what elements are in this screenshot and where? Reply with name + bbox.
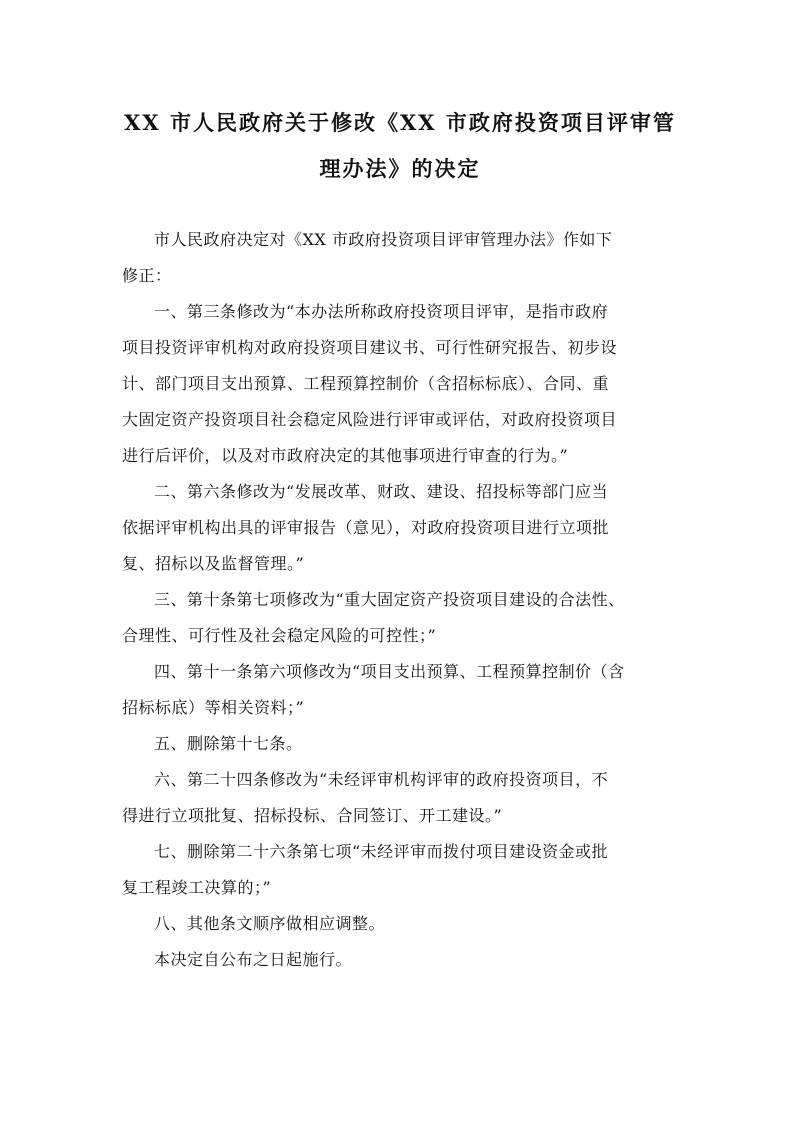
text-line: 一、第三条修改为“本办法所称政府投资项目评审，是指市政府 [154,302,609,321]
text-line: 进行后评价，以及对市政府决定的其他事项进行审查的行为。” [122,446,569,465]
text-line: 依据评审机构出具的评审报告（意见），对政府投资项目进行立项批 [122,518,610,537]
text-line: 市人民政府决定对《XX 市政府投资项目评审管理办法》作如下 [154,230,613,249]
text-line: 修正： [122,266,172,285]
text-line: 三、第十条第七项修改为“重大固定资产投资项目建设的合法性、 [154,590,625,609]
text-line: 合理性、可行性及社会稳定风险的可控性；” [122,626,437,645]
title-line: XX 市人民政府关于修改《XX 市政府投资项目评审管 [124,110,676,135]
paragraph-preamble [122,222,680,294]
paragraph-item-4 [122,654,680,726]
text-line: 五、删除第十七条。 [154,734,303,753]
text-line: 七、删除第二十六条第七项“未经评审而拨付项目建设资金或批 [154,842,609,861]
text-line: 复、招标以及监督管理。” [122,554,305,573]
title-line: 理办法》的决定 [319,156,481,181]
text-line: 项目投资评审机构对政府投资项目建议书、可行性研究报告、初步设 [122,338,618,357]
text-line: 本决定自公布之日起施行。 [154,950,353,969]
paragraph-item-5 [122,726,680,762]
text-line: 得进行立项批复、招标投标、合同签订、开工建设。” [122,806,503,825]
text-line: 招标标底）等相关资料；” [122,698,305,717]
paragraph-item-1 [122,294,680,474]
paragraph-item-6 [122,762,680,834]
text-line: 八、其他条文顺序做相应调整。 [154,914,386,933]
text-line: 二、第六条修改为“发展改革、财政、建设、招投标等部门应当 [154,482,609,501]
text-line: 大固定资产投资项目社会稳定风险进行评审或评估，对政府投资项目 [122,410,618,429]
paragraph-item-7 [122,834,680,906]
text-line: 复工程竣工决算的；” [122,878,272,897]
text-line: 计、部门项目支出预算、工程预算控制价（含招标标底）、合同、重 [122,374,610,393]
text-line: 四、第十一条第六项修改为“项目支出预算、工程预算控制价（含 [154,662,625,681]
paragraph-item-2 [122,474,680,582]
paragraph-effective-date [122,942,680,978]
text-line: 六、第二十四条修改为“未经评审机构评审的政府投资项目，不 [154,770,609,789]
paragraph-item-3 [122,582,680,654]
paragraph-item-8 [122,906,680,942]
document-title [110,100,690,192]
document-body [122,222,680,978]
